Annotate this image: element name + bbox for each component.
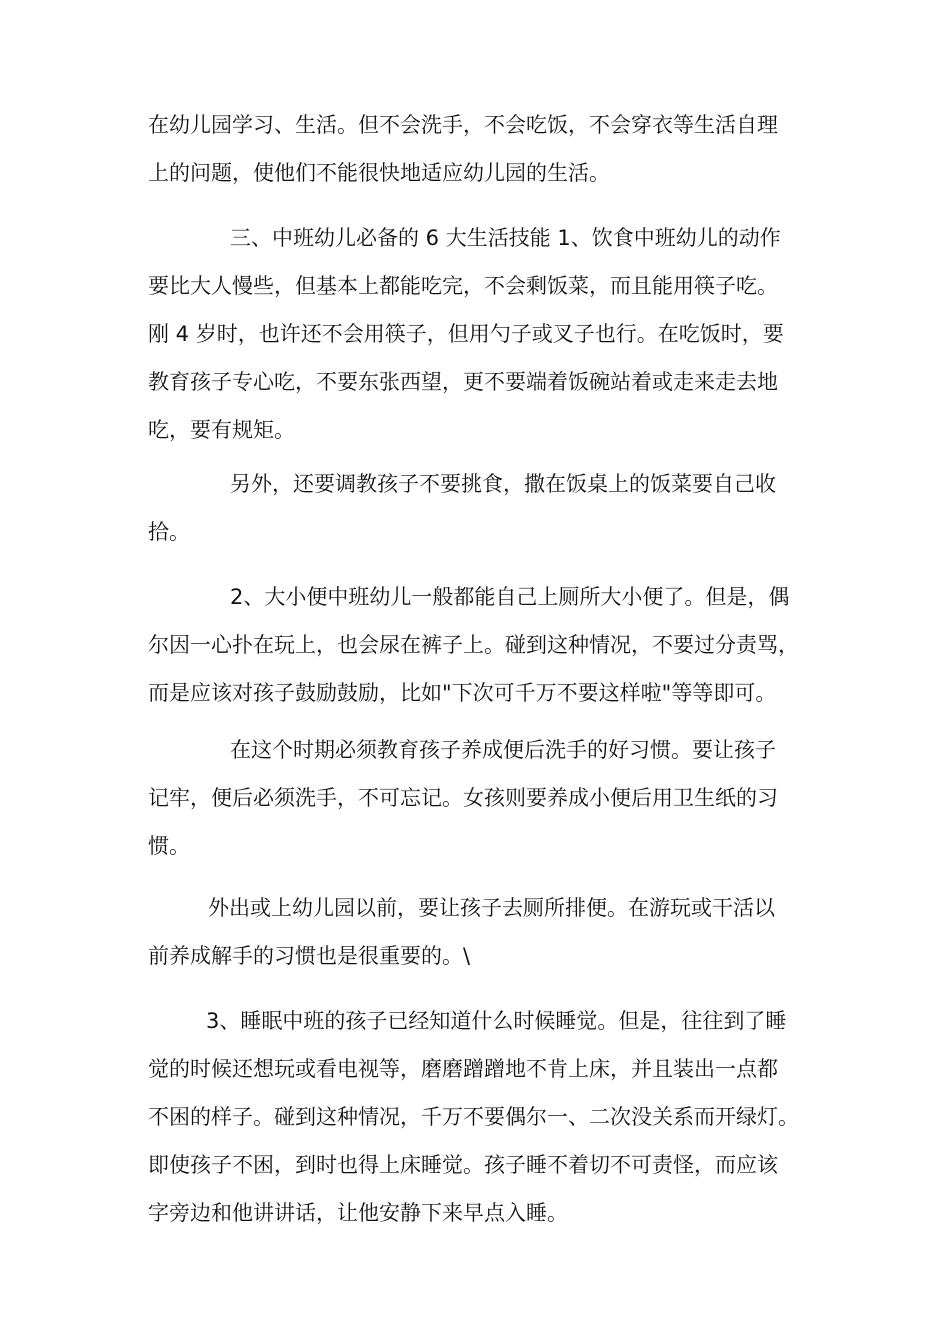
paragraph-before-going-out — [148, 884, 828, 980]
paragraph-daily-life-intro — [148, 101, 828, 197]
text-line: 外出或上幼儿园以前，要让孩子去厕所排便。在游玩或干活以 — [208, 896, 775, 920]
text-line: 在这个时期必须教育孩子养成便后洗手的好习惯。要让孩子 — [230, 738, 776, 762]
text-line: 另外，还要调教孩子不要挑食，撒在饭桌上的饭菜要自己收 — [230, 472, 776, 496]
text-line: 在幼儿园学习、生活。但不会洗手，不会吃饭，不会穿衣等生活自理 — [148, 113, 778, 137]
text-line: 前养成解手的习惯也是很重要的。\ — [148, 944, 471, 968]
text-line: 上的问题，使他们不能很快地适应幼儿园的生活。 — [148, 161, 610, 185]
text-line: 惯。 — [148, 834, 190, 858]
text-line: 教育孩子专心吃，不要东张西望，更不要端着饭碗站着或走来走去地 — [148, 370, 778, 394]
paragraph-sleep-skill — [148, 997, 828, 1237]
text-line: 记牢，便后必须洗手，不可忘记。女孩则要养成小便后用卫生纸的习 — [148, 786, 778, 810]
text-line: 要比大人慢些，但基本上都能吃完，不会剩饭菜，而且能用筷子吃。 — [148, 274, 778, 298]
text-line: 觉的时候还想玩或看电视等，磨磨蹭蹭地不肯上床，并且装出一点都 — [148, 1057, 778, 1081]
text-line: 3、睡眠中班的孩子已经知道什么时候睡觉。但是，往往到了睡 — [206, 1009, 787, 1033]
text-line: 字旁边和他讲讲话，让他安静下来早点入睡。 — [148, 1201, 568, 1225]
text-line: 而是应该对孩子鼓励鼓励，比如"下次可千万不要这样啦"等等即可。 — [148, 681, 777, 705]
text-line: 吃，要有规矩。 — [148, 418, 295, 442]
paragraph-toilet-skill — [148, 573, 828, 717]
text-line: 即使孩子不困，到时也得上床睡觉。孩子睡不着切不可责怪，而应该 — [148, 1153, 778, 1177]
paragraph-handwashing — [148, 726, 828, 870]
text-line: 拾。 — [148, 520, 190, 544]
text-line: 刚 4 岁时，也许还不会用筷子，但用勺子或叉子也行。在吃饭时，要 — [148, 322, 784, 346]
paragraph-picky-eating — [148, 460, 828, 556]
text-line: 2、大小便中班幼儿一般都能自己上厕所大小便了。但是，偶 — [230, 585, 790, 609]
text-line: 三、中班幼儿必备的 6 大生活技能 1、饮食中班幼儿的动作 — [230, 226, 781, 250]
text-line: 不困的样子。碰到这种情况，千万不要偶尔一、二次没关系而开绿灯。 — [148, 1105, 799, 1129]
paragraph-eating-skill — [148, 214, 828, 454]
text-line: 尔因一心扑在玩上，也会尿在裤子上。碰到这种情况，不要过分责骂， — [148, 633, 799, 657]
